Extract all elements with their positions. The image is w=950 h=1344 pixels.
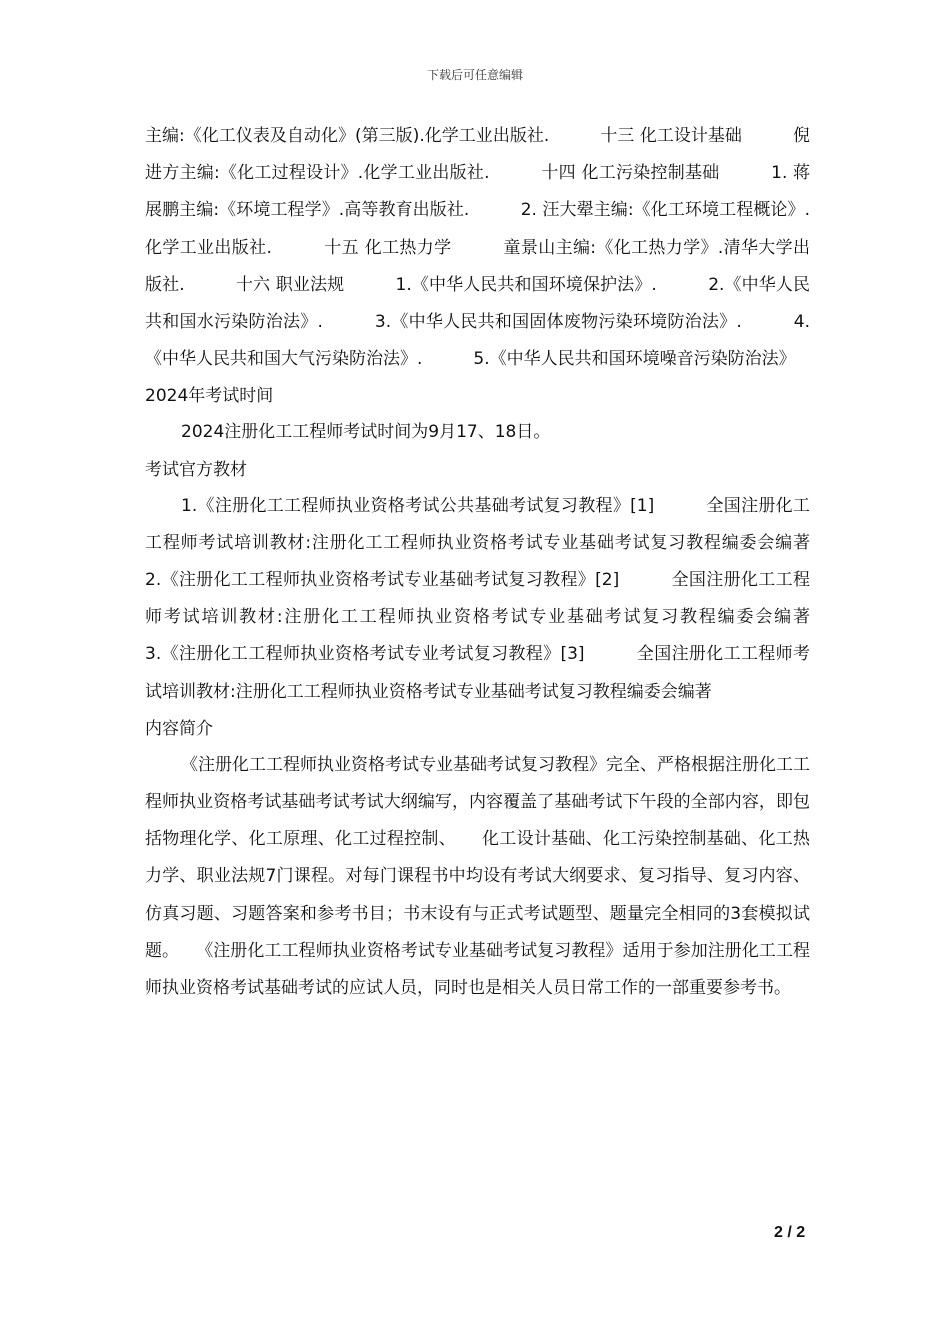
document-body [145,118,861,1007]
exam-time-heading: 2024年考试时间 [145,386,274,407]
exam-time-paragraph: 2024注册化工工程师考试时间为9月17、18日。 [181,422,551,443]
header-note: 下载后可任意编辑 [426,68,523,82]
textbooks-heading: 考试官方教材 [145,459,247,480]
intro-heading: 内容简介 [145,718,213,739]
references-paragraph: 主编:《化工仪表及自动化》(第三版).化学工业出版社. 十三 化工设计基础 倪进方主编:《化工过程设计》.化学工业出版社. 十四 化工污染控制基础 1. 蒋展鹏主编:《环境工程学》.高等教育出版社. 2. 汪大翚主编:《化工环境工程概论》.化学工业出版社. 十五 化工热力学 童景山主编:《化工热力学》.清华大学出版社. 十六 职业法规 1.《中华人民共和国环境保护法》. 2.《中华人民共和国水污染防治法》. 3.《中华人民共和国固体废物污染环境防治法》. 4.《中华人民共和国大气污染防治法》. 5.《中华人民共和国环境噪音污染防治法》 [145,126,810,370]
textbooks-paragraph: 1.《注册化工工程师执业资格考试公共基础考试复习教程》[1] 全国注册化工工程师考试培训教材:注册化工工程师执业资格考试专业基础考试复习教程编委会编著 2.《注册化工工程师执业资格考试专业基础考试复习教程》[2] 全国注册化工工程师考试培训教材:注册化工工程师执业资格考试专业基础考试复习教程编委会编著 3.《注册化工工程师执业资格考试专业考试复习教程》[3] 全国注册化工工程师考试培训教材:注册化工工程师执业资格考试专业基础考试复习教程编委会编著 [145,495,861,702]
page-number: 2 / 2 [774,1224,806,1241]
intro-paragraph: 《注册化工工程师执业资格考试专业基础考试复习教程》完全、严格根据注册化工工程师执业资格考试基础考试考试大纲编写，内容覆盖了基础考试下午段的全部内容，即包括物理化学、化工原理、化工过程控制、 化工设计基础、化工污染控制基础、化工热力学、职业法规7门课程。对每门课程书中均设有考试大纲要求、复习指导、复习内容、仿真习题、习题答案和参考书目；书末设有与正式考试题型、题量完全相同的3套模拟试题。 《注册化工工程师执业资格考试专业基础考试复习教程》适用于参加注册化工工程师执业资格考试基础考试的应试人员，同时也是相关人员日常工作的一部重要参考书。 [145,754,810,999]
